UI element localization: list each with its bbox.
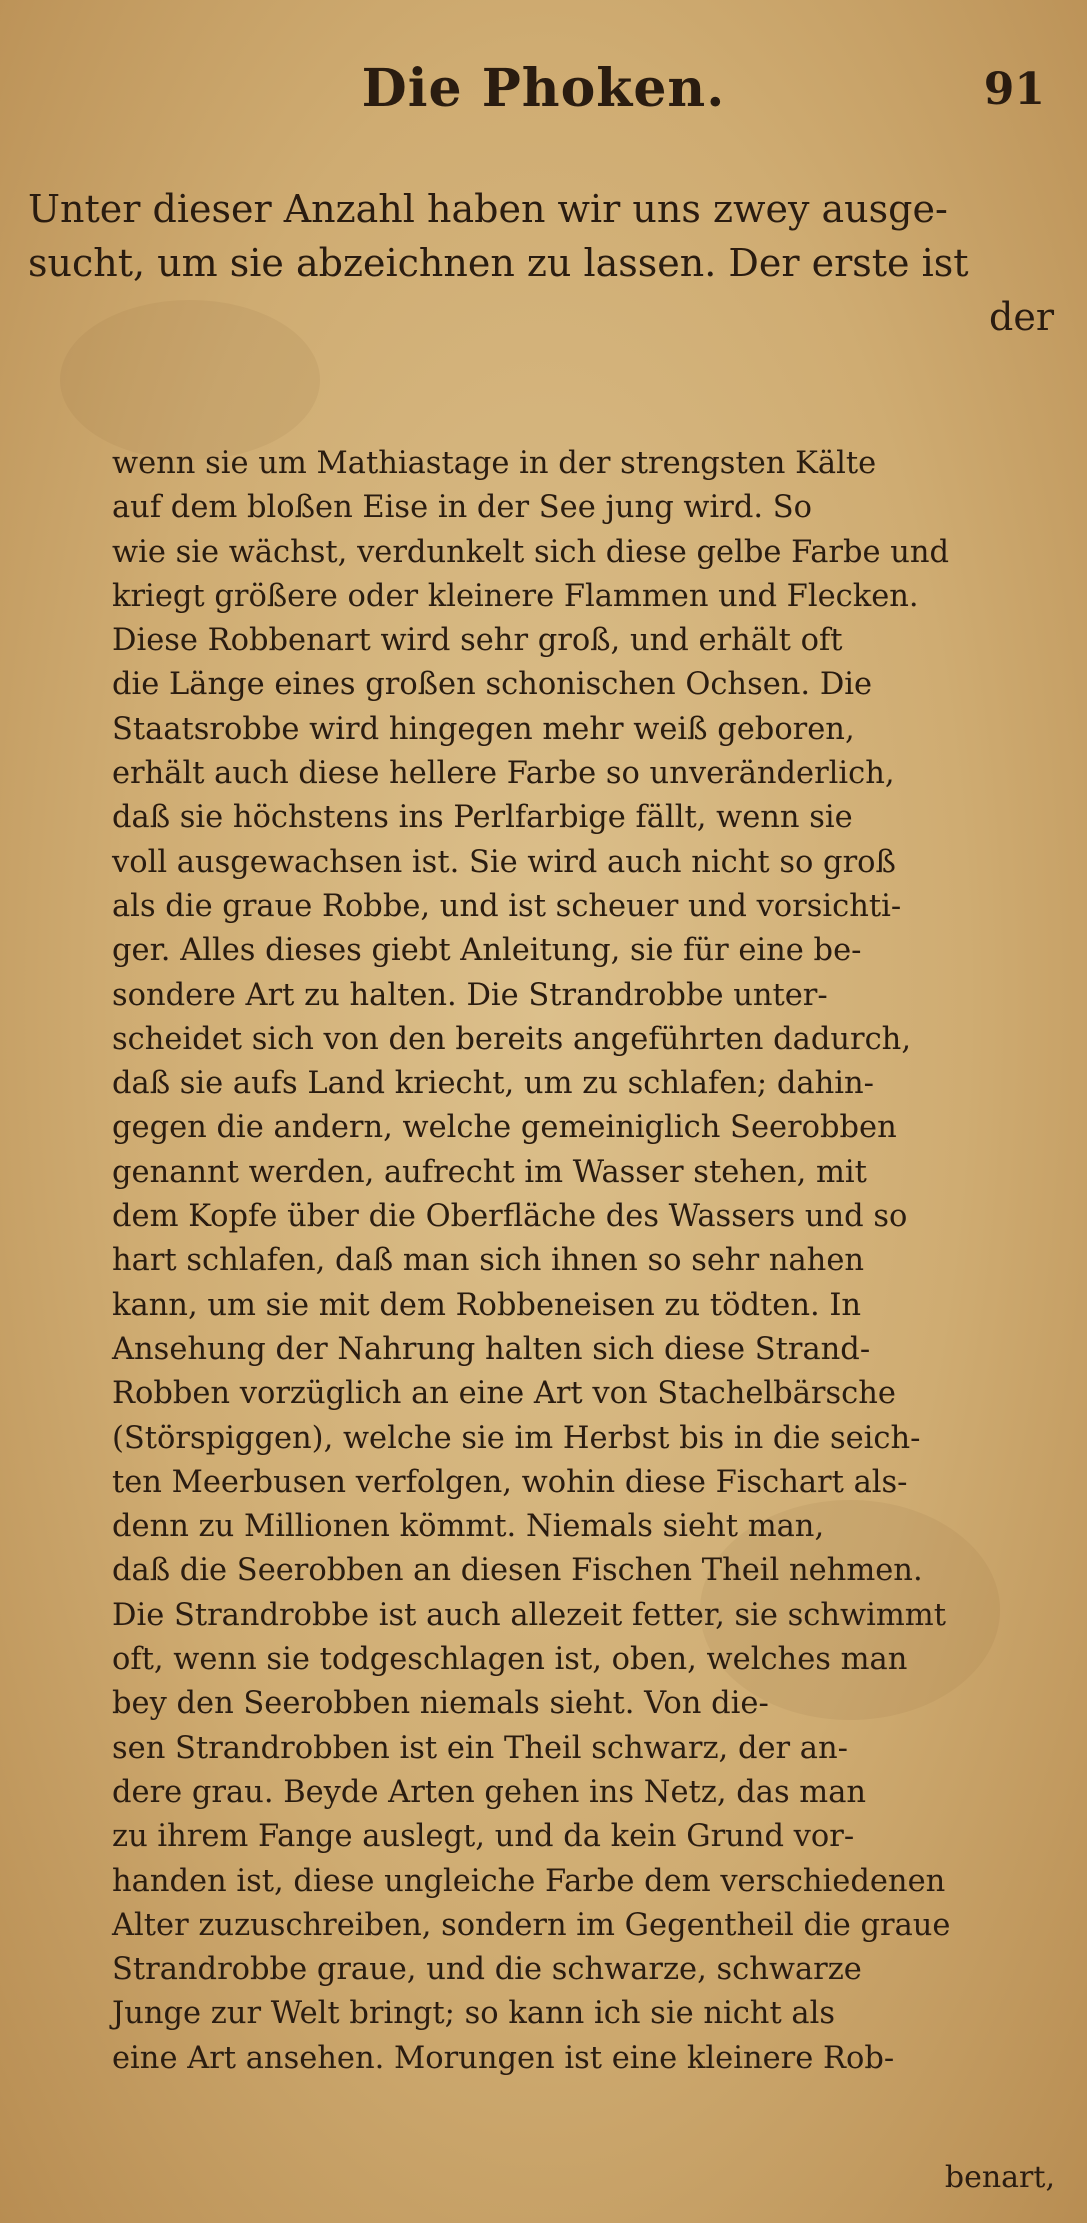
text-line: wie sie wächst, verdunkelt sich diese gelbe Farbe und [112, 534, 950, 570]
text-line: kann, um sie mit dem Robbeneisen zu tödten. In [112, 1287, 862, 1323]
text-line: daß die Seerobben an diesen Fischen Theil nehmen. [112, 1553, 923, 1589]
text-line: als die graue Robbe, und ist scheuer und vorsichti- [112, 888, 902, 924]
text-line: voll ausgewachsen ist. Sie wird auch nicht so groß [112, 844, 896, 880]
text-line: Staatsrobbe wird hingegen mehr weiß geboren, [112, 711, 855, 747]
text-line: ger. Alles dieses giebt Anleitung, sie für eine be- [112, 933, 862, 969]
text-line: oft, wenn sie todgeschlagen ist, oben, welches man [112, 1642, 908, 1678]
body-paragraph [112, 442, 1048, 2081]
text-line: zu ihrem Fange auslegt, und da kein Grund vor- [112, 1819, 855, 1855]
text-line: dere grau. Beyde Arten gehen ins Netz, das man [112, 1774, 867, 1810]
text-line: sen Strandrobben ist ein Theil schwarz, der an- [112, 1730, 848, 1766]
text-line: Ansehung der Nahrung halten sich diese Strand- [112, 1331, 871, 1367]
text-line: Strandrobbe graue, und die schwarze, schwarze [112, 1952, 862, 1988]
text-line: handen ist, diese ungleiche Farbe dem verschiedenen [112, 1863, 946, 1899]
text-line: Unter dieser Anzahl haben wir uns zwey ausge- [28, 187, 948, 231]
page-number: 91 [983, 64, 1045, 115]
text-line: hart schlafen, daß man sich ihnen so sehr nahen [112, 1243, 865, 1279]
text-line: sucht, um sie abzeichnen zu lassen. Der erste ist [28, 241, 969, 285]
text-line: erhält auch diese hellere Farbe so unveränderlich, [112, 756, 895, 792]
text-line: eine Art ansehen. Morungen ist eine kleinere Rob- [112, 2040, 895, 2076]
text-line: (Störspiggen), welche sie im Herbst bis in die seich- [112, 1420, 921, 1456]
text-line: dem Kopfe über die Oberfläche des Wassers und so [112, 1199, 908, 1235]
text-line: scheidet sich von den bereits angeführten dadurch, [112, 1021, 912, 1057]
intro-paragraph [28, 182, 1058, 344]
catchword: benart, [944, 2160, 1055, 2195]
text-line: der [989, 295, 1054, 339]
text-line: denn zu Millionen kömmt. Niemals sieht man, [112, 1509, 825, 1545]
text-line: kriegt größere oder kleinere Flammen und Flecken. [112, 578, 919, 614]
running-head [0, 58, 1087, 128]
text-line: sondere Art zu halten. Die Strandrobbe unter- [112, 977, 828, 1013]
page-title: Die Phoken. [361, 58, 726, 119]
text-line: gegen die andern, welche gemeiniglich Seerobben [112, 1110, 897, 1146]
text-line: genannt werden, aufrecht im Wasser stehen, mit [112, 1154, 867, 1190]
text-line: wenn sie um Mathiastage in der strengsten Kälte [112, 446, 877, 481]
text-line: Robben vorzüglich an eine Art von Stachelbärsche [112, 1376, 896, 1412]
text-line: auf dem bloßen Eise in der See jung wird. So [112, 490, 813, 526]
text-line: bey den Seerobben niemals sieht. Von die- [112, 1686, 769, 1722]
text-line: Alter zuzuschreiben, sondern im Gegentheil die graue [112, 1907, 951, 1943]
text-line: Junge zur Welt bringt; so kann ich sie nicht als [112, 1996, 835, 2032]
text-line: Diese Robbenart wird sehr groß, und erhält oft [112, 623, 843, 659]
text-line: ten Meerbusen verfolgen, wohin diese Fischart als- [112, 1464, 908, 1500]
text-line: daß sie aufs Land kriecht, um zu schlafen; dahin- [112, 1066, 874, 1102]
text-line: Die Strandrobbe ist auch allezeit fetter, sie schwimmt [112, 1597, 946, 1633]
text-line: die Länge eines großen schonischen Ochsen. Die [112, 667, 873, 703]
text-line: daß sie höchstens ins Perlfarbige fällt, wenn sie [112, 800, 853, 836]
